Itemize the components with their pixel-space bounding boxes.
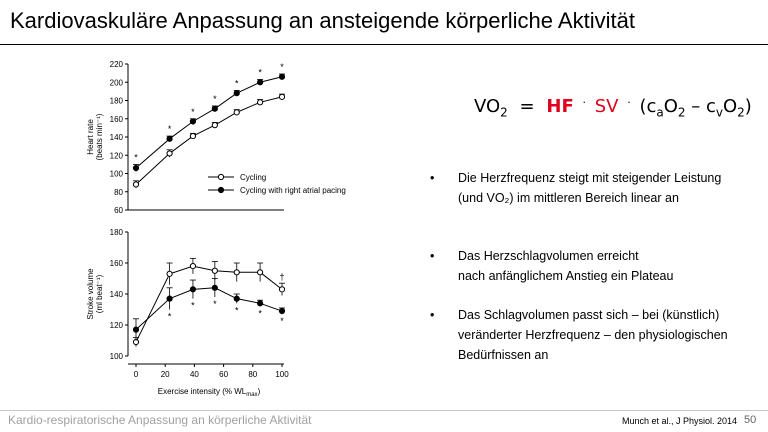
hr-data-point <box>212 123 217 128</box>
sv-data-point <box>279 287 284 292</box>
formula-equals: = <box>519 96 535 117</box>
legend-marker <box>218 187 223 192</box>
bullet-line: Das Schlagvolumen passt sich – bei (künstlich) <box>458 308 720 322</box>
sv-data-point <box>212 285 217 290</box>
sv-y-tick-label: 180 <box>109 228 123 237</box>
hr-data-point <box>133 182 138 187</box>
hr-data-point <box>167 151 172 156</box>
sv-significance-marker: * <box>234 305 239 316</box>
x-tick-label: 80 <box>248 370 258 379</box>
hr-significance-marker: * <box>258 67 262 78</box>
page-number: 50 <box>744 414 757 426</box>
formula-hf: HF <box>546 96 574 117</box>
sv-y-axis-unit: (ml beat⁻¹) <box>95 274 104 314</box>
legend-marker <box>218 174 223 179</box>
hr-significance-marker: * <box>213 93 217 104</box>
hr-y-axis-label: Heart rate <box>86 119 95 155</box>
hr-data-point <box>279 94 284 99</box>
cardiac-output-formula <box>474 96 752 120</box>
footer-reference: Munch et al., J Physiol. 2014 <box>622 416 738 426</box>
x-axis-label-close: ) <box>257 387 261 396</box>
x-tick-label: 0 <box>133 370 139 379</box>
hr-data-point <box>133 165 138 170</box>
x-tick-label: 100 <box>275 370 289 379</box>
hr-significance-marker: * <box>134 152 138 163</box>
footer-course-title: Kardio-respiratorische Anpassung an körperliche Aktivität <box>8 413 312 427</box>
sv-significance-marker: * <box>167 311 172 322</box>
formula-dot-1: · <box>582 96 586 109</box>
sv-significance-marker: † <box>279 272 285 283</box>
hr-significance-marker: * <box>234 78 239 89</box>
sv-significance-marker: * <box>280 316 284 327</box>
hr-data-point <box>212 106 217 111</box>
hr-data-point <box>279 74 284 79</box>
sv-data-point <box>258 270 263 275</box>
sv-y-tick-label: 120 <box>109 321 123 330</box>
bullet-line: Das Herzschlagvolumen erreicht <box>458 249 639 263</box>
hr-y-tick-label: 180 <box>109 96 123 106</box>
hr-series-line-0 <box>136 97 282 185</box>
bullet-marker: • <box>430 249 435 263</box>
x-tick-label: 40 <box>189 370 199 379</box>
slide-title: Kardiovaskuläre Anpassung an ansteigende körperliche Aktivität <box>10 8 635 33</box>
hr-y-tick-label: 80 <box>114 187 123 197</box>
x-tick-label: 20 <box>160 370 170 379</box>
hr-series-line-1 <box>136 77 282 168</box>
hr-significance-marker: * <box>280 62 284 73</box>
sv-significance-marker: * <box>213 299 217 310</box>
hr-y-tick-label: 60 <box>114 206 123 215</box>
legend-entry: Cycling with right atrial pacing <box>240 186 346 195</box>
hr-data-point <box>167 136 172 141</box>
bullet-marker: • <box>430 171 435 185</box>
hr-data-point <box>190 119 195 124</box>
x-axis-label <box>158 387 261 398</box>
sv-data-point <box>279 308 284 313</box>
bullet-line: (und VO₂) im mittleren Bereich linear an <box>458 191 679 205</box>
hr-significance-marker: * <box>191 106 195 117</box>
hr-data-point <box>234 91 239 96</box>
bullet-line: veränderter Herzfrequenz – den physiologischen <box>458 328 728 342</box>
sv-data-point <box>234 296 239 301</box>
sv-y-tick-label: 100 <box>109 352 123 361</box>
formula-avdo2: $(c_aO_2 - c_vO_2)$ <box>639 96 752 120</box>
sv-data-point <box>167 296 172 301</box>
sv-y-tick-label: 160 <box>109 259 123 268</box>
hr-y-tick-label: 140 <box>109 133 123 142</box>
bullet-line: Die Herzfrequenz steigt mit steigender Leistung <box>458 171 722 185</box>
formula-dot-2: · <box>627 96 631 109</box>
sv-data-point <box>190 287 195 292</box>
sv-data-point <box>258 301 263 306</box>
sv-significance-marker: * <box>191 300 195 311</box>
footer-divider <box>0 410 768 411</box>
hr-data-point <box>258 80 263 85</box>
hr-data-point <box>258 100 263 105</box>
x-tick-label: 60 <box>219 370 229 379</box>
sv-data-point <box>212 268 217 273</box>
sv-y-axis-label: Stroke volume <box>86 268 95 320</box>
bullet-line: nach anfänglichem Anstieg ein Plateau <box>458 269 674 283</box>
hr-y-axis-unit: (beats min⁻¹) <box>95 113 104 161</box>
sv-significance-marker: * <box>258 308 262 319</box>
hr-data-point <box>190 133 195 138</box>
hr-y-tick-label: 120 <box>109 151 123 161</box>
sv-data-point <box>190 264 195 269</box>
x-axis-label-sub: max <box>246 392 258 398</box>
hr-y-tick-label: 200 <box>109 78 123 88</box>
hr-y-tick-label: 160 <box>109 114 123 124</box>
bullet-line: Bedürfnissen an <box>458 348 549 362</box>
formula-vo2: $VO_2$ <box>474 96 508 120</box>
sv-data-point <box>234 270 239 275</box>
sv-y-tick-label: 140 <box>109 290 123 299</box>
bullet-marker: • <box>430 308 435 322</box>
legend-entry: Cycling <box>240 173 267 182</box>
sv-data-point <box>167 271 172 276</box>
x-axis-label-main: Exercise intensity (% WL <box>157 387 247 396</box>
hr-y-tick-label: 220 <box>109 60 123 69</box>
sv-data-point <box>133 327 138 332</box>
formula-sv: SV <box>594 96 619 117</box>
hr-data-point <box>234 110 239 115</box>
hr-significance-marker: * <box>167 124 172 135</box>
hr-y-tick-label: 100 <box>109 169 123 179</box>
